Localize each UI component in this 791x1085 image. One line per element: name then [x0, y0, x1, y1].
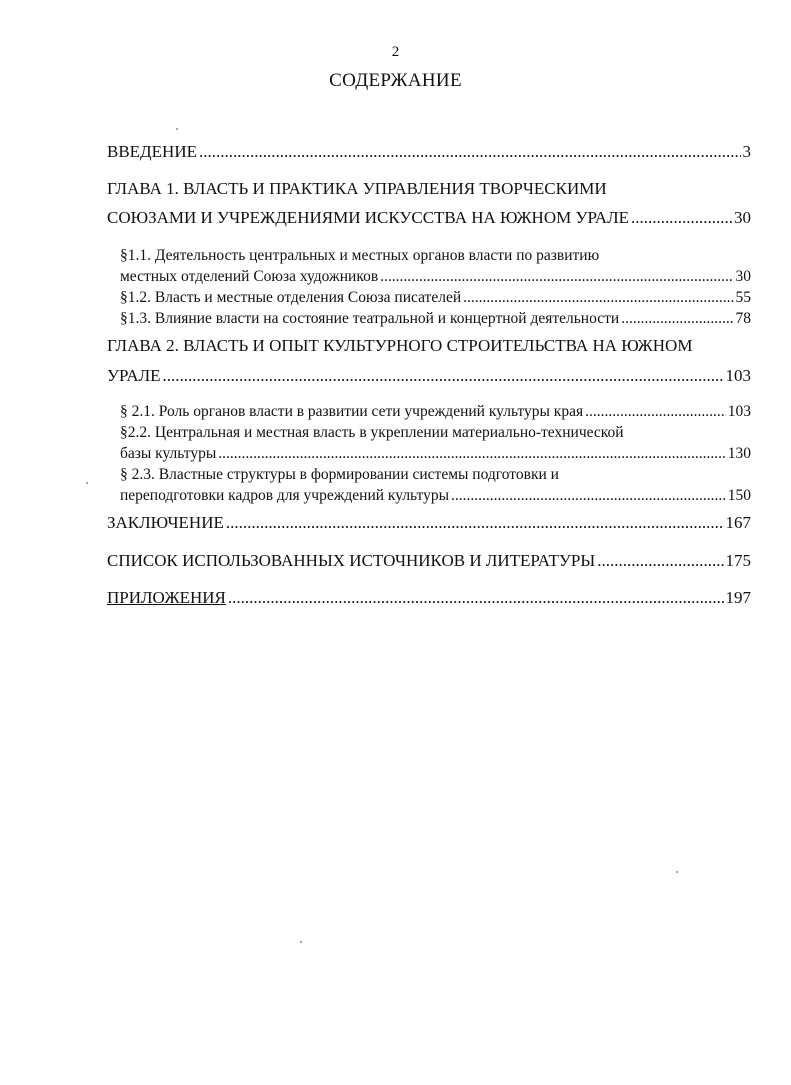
- toc-entry-section-1-1[interactable]: [120, 266, 751, 288]
- toc-page-number: 175: [725, 551, 751, 570]
- toc-section-2-3-title[interactable]: § 2.3. Властные структуры в формировании системы подготовки и: [120, 466, 559, 483]
- scan-speck: [676, 871, 678, 873]
- toc-page-number: 30: [734, 208, 751, 227]
- toc-entry-section-2-2[interactable]: [120, 443, 751, 465]
- toc-label: ЗАКЛЮЧЕНИЕ: [107, 513, 224, 532]
- dot-leader: [380, 266, 733, 288]
- scan-speck: [176, 128, 178, 130]
- toc-entry-appendix[interactable]: [107, 587, 751, 609]
- dot-leader: [463, 287, 733, 309]
- toc-label: §1.2. Власть и местные отделения Союза писателей: [120, 289, 462, 306]
- scan-speck: [300, 941, 302, 943]
- toc-label: §1.3. Влияние власти на состояние театральной и концертной деятельности: [120, 310, 620, 327]
- dot-leader: [451, 485, 726, 507]
- scan-speck: [86, 482, 88, 484]
- toc-page-number: 103: [725, 366, 751, 385]
- dot-leader: [585, 401, 726, 423]
- page-number: 2: [391, 44, 400, 60]
- toc-entry-sources[interactable]: [107, 550, 751, 572]
- toc-entry-section-1-3[interactable]: [120, 308, 751, 330]
- toc-chapter-1-title[interactable]: ГЛАВА 1. ВЛАСТЬ И ПРАКТИКА УПРАВЛЕНИЯ ТВОРЧЕСКИМИ: [107, 179, 607, 198]
- toc-label: ПРИЛОЖЕНИЯ: [107, 588, 226, 607]
- toc-section-2-2-title[interactable]: §2.2. Центральная и местная власть в укреплении материально-технической: [120, 424, 624, 441]
- toc-label: переподготовки кадров для учреждений культуры: [120, 487, 450, 504]
- toc-label: базы культуры: [120, 445, 217, 462]
- dot-leader: [218, 443, 725, 465]
- dot-leader: [199, 141, 741, 163]
- toc-entry-intro[interactable]: [107, 141, 751, 163]
- toc-page-number: 197: [725, 588, 751, 607]
- toc-page-number: 150: [727, 487, 751, 504]
- toc-label: УРАЛЕ: [107, 366, 161, 385]
- toc-entry-conclusion[interactable]: [107, 512, 751, 534]
- dot-leader: [228, 587, 724, 609]
- toc-section-1-1-title[interactable]: §1.1. Деятельность центральных и местных органов власти по развитию: [120, 247, 600, 264]
- toc-chapter-2-title[interactable]: ГЛАВА 2. ВЛАСТЬ И ОПЫТ КУЛЬТУРНОГО СТРОИТЕЛЬСТВА НА ЮЖНОМ: [107, 336, 693, 355]
- toc-page-number: 167: [725, 513, 751, 532]
- toc-label: СОЮЗАМИ И УЧРЕЖДЕНИЯМИ ИСКУССТВА НА ЮЖНОМ УРАЛЕ: [107, 208, 629, 227]
- dot-leader: [631, 207, 732, 229]
- dot-leader: [163, 365, 724, 387]
- toc-page-number: 130: [727, 445, 751, 462]
- toc-label: ВВЕДЕНИЕ: [107, 142, 197, 161]
- toc-page-number: 103: [727, 403, 751, 420]
- page-title: СОДЕРЖАНИЕ: [329, 70, 462, 91]
- dot-leader: [597, 550, 723, 572]
- toc-label: СПИСОК ИСПОЛЬЗОВАННЫХ ИСТОЧНИКОВ И ЛИТЕРАТУРЫ: [107, 551, 596, 570]
- dot-leader: [226, 512, 724, 534]
- toc-page-number: 3: [742, 142, 751, 161]
- toc-entry-chapter-1[interactable]: [107, 207, 751, 229]
- toc-entry-chapter-2[interactable]: [107, 365, 751, 387]
- toc-label: § 2.1. Роль органов власти в развитии сети учреждений культуры края: [120, 403, 584, 420]
- toc-page-number: 78: [735, 310, 751, 327]
- toc-label: местных отделений Союза художников: [120, 268, 379, 285]
- toc-entry-section-1-2[interactable]: [120, 287, 751, 309]
- toc-entry-section-2-3[interactable]: [120, 485, 751, 507]
- toc-page-number: 30: [735, 268, 751, 285]
- toc-entry-section-2-1[interactable]: [120, 401, 751, 423]
- toc-page-number: 55: [735, 289, 751, 306]
- dot-leader: [621, 308, 733, 330]
